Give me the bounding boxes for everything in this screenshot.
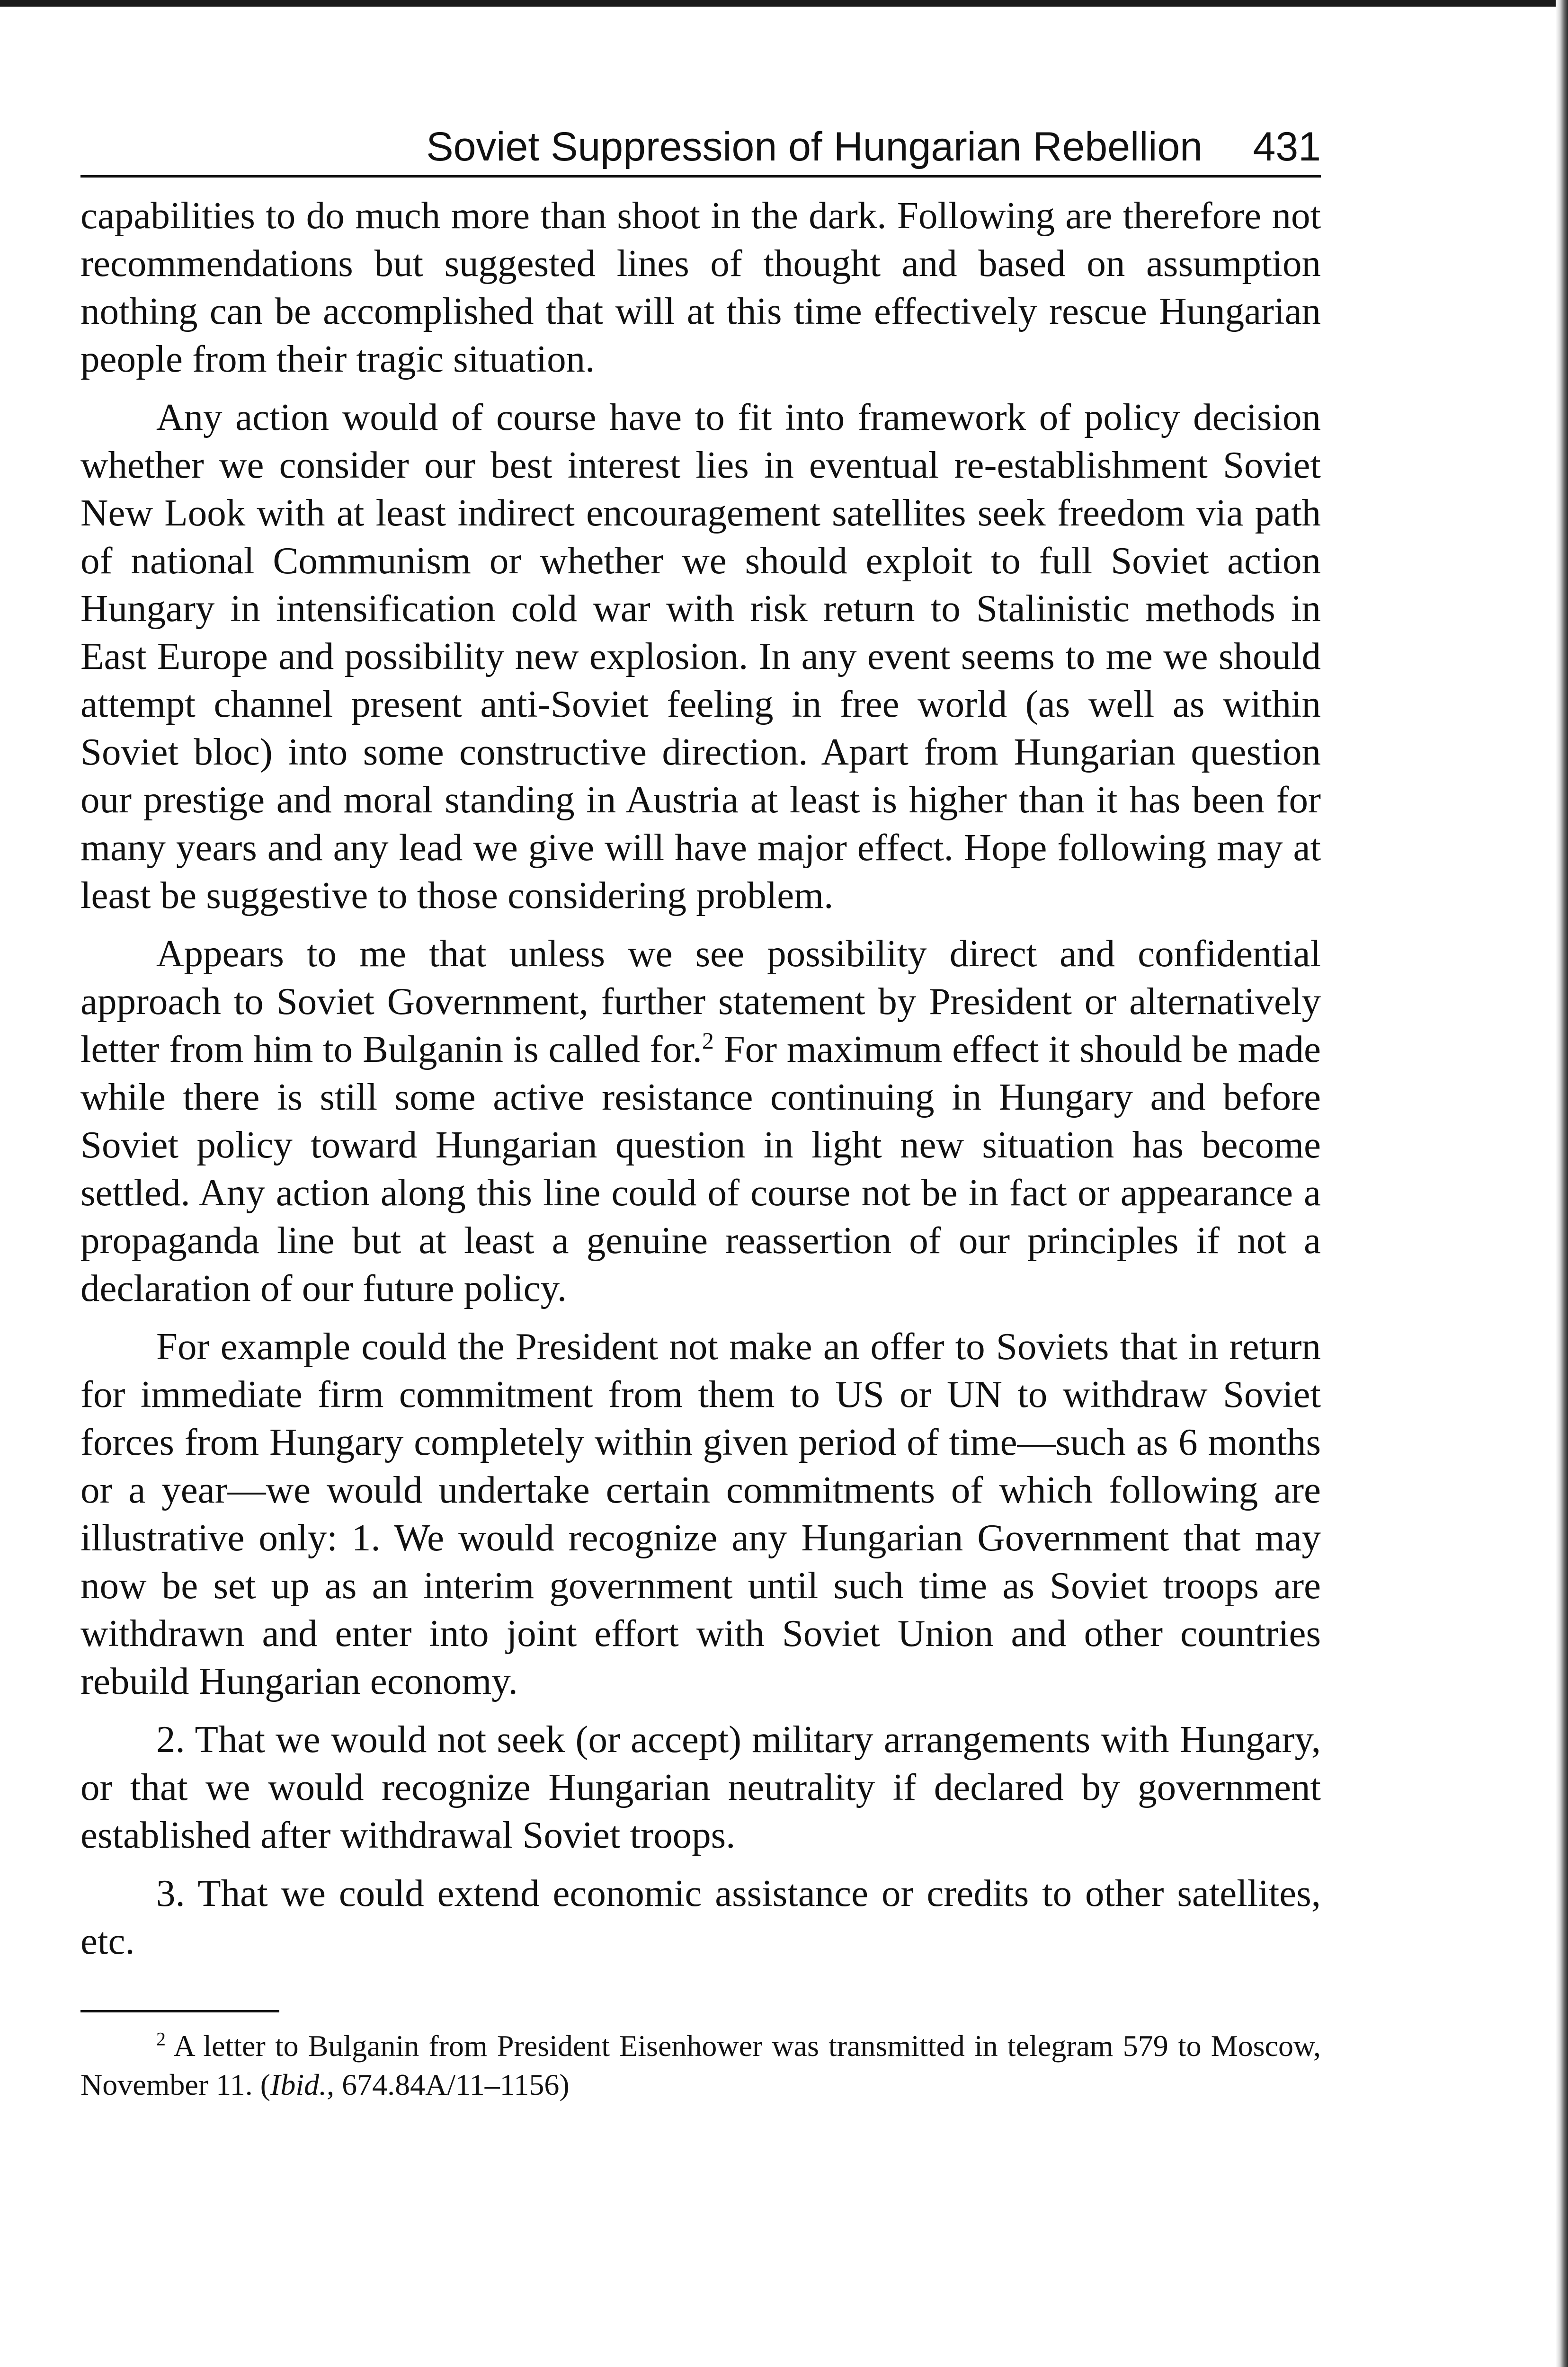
footnote-text-after: , 674.84A/11–1156) [327, 2068, 570, 2101]
scan-top-edge [0, 0, 1568, 7]
body-text [80, 192, 1321, 1965]
paragraph-2: Any action would of course have to fit into framework of policy decision whether we consider our best interest lies in eventual re-establishment Soviet New Look with at least indirect encouragement satellites seek freedom via path of national Communism or whether we should exploit to full Soviet action Hungary in intensification cold war with risk return to Stalinistic methods in East Europe and possibility new explosion. In any event seems to me we should attempt channel present anti-Soviet feeling in free world (as well as within Soviet bloc) into some constructive direction. Apart from Hungarian question our prestige and moral standing in Austria at least is higher than it has been for many years and any lead we give will have major effect. Hope following may at least be suggestive to those considering problem. [80, 396, 1321, 917]
book-page [80, 114, 1321, 2135]
footnote-reference: 2 [702, 1027, 714, 1054]
footnote-marker: 2 [156, 2028, 166, 2050]
paragraph-3-text-before: Appears to me that unless we see possibility direct and confidential approach to Soviet Government, further statement by President or alternatively letter from him to Bulganin is called for. [80, 932, 1321, 1070]
paragraph-3 [80, 930, 1321, 1312]
footnote [80, 2027, 1321, 2104]
page-number: 431 [1253, 124, 1321, 169]
paragraph-6: 3. That we could extend economic assistance or credits to other satellites, etc. [80, 1872, 1321, 1962]
footnote-rule [80, 2010, 279, 2012]
running-head [80, 114, 1321, 178]
paragraph-3-text-after: For maximum effect it should be made while there is still some active resistance continuing in Hungary and before Soviet policy toward Hungarian question in light new situation has become settled. Any action along this line could of course not be in fact or appearance a propaganda line but at least a genuine reassertion of our principles if not a declaration of our future policy. [80, 1028, 1321, 1309]
footnote-text-before: A letter to Bulganin from President Eisenhower was transmitted in telegram 579 to Moscow, November 11. ( [80, 2029, 1321, 2101]
paragraph-4: For example could the President not make an offer to Soviets that in return for immediate firm commitment from them to US or UN to withdraw Soviet forces from Hungary completely within given period of time—such as 6 months or a year—we would undertake certain commitments of which following are illustrative only: 1. We would recognize any Hungarian Government that may now be set up as an interim government until such time as Soviet troops are withdrawn and enter into joint effort with Soviet Union and other countries rebuild Hungarian economy. [80, 1325, 1321, 1702]
paragraph-1: capabilities to do much more than shoot in the dark. Following are therefore not recommendations but suggested lines of thought and based on assumption nothing can be accomplished that will at this time effectively rescue Hungarian people from their tragic situation. [80, 194, 1321, 380]
paragraph-5: 2. That we would not seek (or accept) military arrangements with Hungary, or that we would recognize Hungarian neutrality if declared by government established after withdrawal Soviet troops. [80, 1718, 1321, 1856]
running-head-title: Soviet Suppression of Hungarian Rebellion [426, 124, 1203, 169]
footnote-ibid: Ibid. [270, 2068, 327, 2101]
scan-right-edge [1556, 0, 1568, 2367]
